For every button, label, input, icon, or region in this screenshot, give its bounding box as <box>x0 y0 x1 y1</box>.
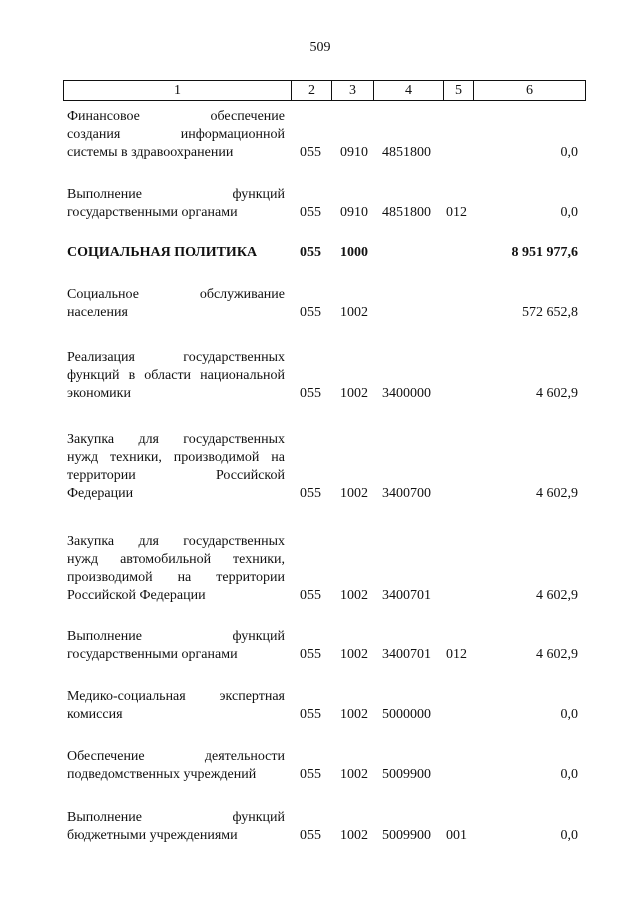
row-c3: 1002 <box>340 647 368 662</box>
row-c6: 4 602,9 <box>536 486 578 501</box>
row-c4: 3400000 <box>382 386 431 401</box>
row-c3: 1002 <box>340 828 368 843</box>
row-description-line: населения <box>67 305 128 320</box>
row-c4: 3400701 <box>382 647 431 662</box>
table-header <box>63 80 586 101</box>
header-col-2: 2 <box>292 81 332 101</box>
row-description-line: государственными органами <box>67 647 238 662</box>
table-row <box>0 748 640 784</box>
row-c3: 1002 <box>340 588 368 603</box>
row-c3: 1002 <box>340 767 368 782</box>
row-c4: 4851800 <box>382 205 431 220</box>
row-c2: 055 <box>300 767 321 782</box>
row-description-line: Выполнение функций <box>67 810 285 825</box>
header-col-4: 4 <box>374 81 444 101</box>
row-c2: 055 <box>300 386 321 401</box>
row-description <box>67 533 285 605</box>
row-c5: 012 <box>446 205 467 220</box>
table-row <box>0 186 640 222</box>
header-col-6: 6 <box>474 81 586 101</box>
row-description-line: нужд техники, производимой на <box>67 450 285 465</box>
row-c2: 055 <box>300 305 321 320</box>
row-c6: 572 652,8 <box>522 305 578 320</box>
row-description-line: бюджетными учреждениями <box>67 828 238 843</box>
table-row <box>0 688 640 724</box>
table-row <box>0 108 640 162</box>
table-row <box>0 809 640 845</box>
row-description-line: Реализация государственных <box>67 350 285 365</box>
row-description-line: СОЦИАЛЬНАЯ ПОЛИТИКА <box>67 245 258 260</box>
table-row <box>0 349 640 403</box>
row-description-line: Медико-социальная экспертная <box>67 689 285 704</box>
row-c5: 001 <box>446 828 467 843</box>
row-c2: 055 <box>300 707 321 722</box>
table-row <box>0 431 640 503</box>
row-c2: 055 <box>300 647 321 662</box>
table-row <box>0 533 640 605</box>
row-description-line: Обеспечение деятельности <box>67 749 285 764</box>
row-c6: 4 602,9 <box>536 647 578 662</box>
row-description <box>67 688 285 724</box>
row-c2: 055 <box>300 486 321 501</box>
row-c3: 1002 <box>340 707 368 722</box>
row-c6: 0,0 <box>560 145 578 160</box>
row-description-line: Федерации <box>67 486 134 501</box>
row-description <box>67 349 285 403</box>
row-c3: 1002 <box>340 386 368 401</box>
table-row <box>0 286 640 322</box>
row-description-line: Выполнение функций <box>67 187 285 202</box>
row-c4: 5009900 <box>382 767 431 782</box>
row-c4: 4851800 <box>382 145 431 160</box>
row-c3: 1002 <box>340 305 368 320</box>
row-description-line: Закупка для государственных <box>67 432 285 447</box>
row-c5: 012 <box>446 647 467 662</box>
row-description <box>67 628 285 664</box>
row-description-line: системы в здравоохранении <box>67 145 234 160</box>
row-description-line: Закупка для государственных <box>67 534 285 549</box>
header-col-3: 3 <box>332 81 374 101</box>
row-description-line: экономики <box>67 386 131 401</box>
table-row <box>0 628 640 664</box>
row-c2: 055 <box>300 245 321 260</box>
row-description-line: Финансовое обеспечение <box>67 109 285 124</box>
row-c6: 8 951 977,6 <box>511 245 578 260</box>
row-c2: 055 <box>300 145 321 160</box>
row-description-line: комиссия <box>67 707 123 722</box>
row-description-line: создания информационной <box>67 127 285 142</box>
row-c6: 0,0 <box>560 205 578 220</box>
page-number: 509 <box>309 40 331 55</box>
header-col-5: 5 <box>444 81 474 101</box>
row-c3: 1000 <box>340 245 368 260</box>
row-description-line: государственными органами <box>67 205 238 220</box>
row-c4: 5009900 <box>382 828 431 843</box>
row-c6: 0,0 <box>560 828 578 843</box>
row-c6: 0,0 <box>560 767 578 782</box>
row-c2: 055 <box>300 205 321 220</box>
row-c3: 0910 <box>340 145 368 160</box>
row-description <box>67 748 285 784</box>
row-description <box>67 186 285 222</box>
row-c6: 4 602,9 <box>536 386 578 401</box>
row-c3: 1002 <box>340 486 368 501</box>
header-col-1: 1 <box>64 81 292 101</box>
row-description <box>67 108 285 162</box>
row-description-line: функций в области национальной <box>67 368 285 383</box>
row-c6: 0,0 <box>560 707 578 722</box>
row-c6: 4 602,9 <box>536 588 578 603</box>
table-row <box>0 244 640 262</box>
row-description-line: Выполнение функций <box>67 629 285 644</box>
row-description <box>67 431 285 503</box>
row-c4: 3400701 <box>382 588 431 603</box>
row-description-line: нужд автомобильной техники, <box>67 552 285 567</box>
row-description <box>67 809 285 845</box>
row-description-line: подведомственных учреждений <box>67 767 257 782</box>
row-c4: 3400700 <box>382 486 431 501</box>
row-description <box>67 244 285 262</box>
row-description-line: территории Российской <box>67 468 285 483</box>
row-description <box>67 286 285 322</box>
row-c2: 055 <box>300 588 321 603</box>
row-description-line: Российской Федерации <box>67 588 206 603</box>
row-c3: 0910 <box>340 205 368 220</box>
row-description-line: производимой на территории <box>67 570 285 585</box>
row-c2: 055 <box>300 828 321 843</box>
row-description-line: Социальное обслуживание <box>67 287 285 302</box>
row-c4: 5000000 <box>382 707 431 722</box>
